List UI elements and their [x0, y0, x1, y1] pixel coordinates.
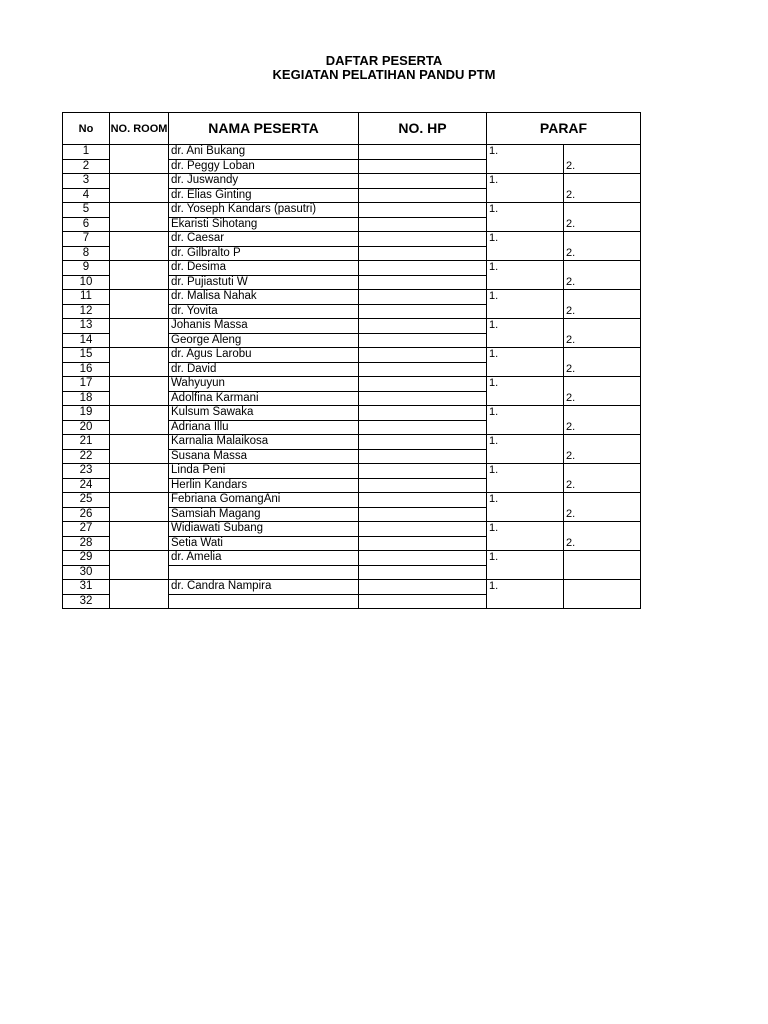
- row-number: 1: [63, 145, 110, 160]
- paraf-cell-2[interactable]: 2.: [564, 290, 641, 319]
- participant-name: Wahyuyun: [169, 377, 359, 392]
- row-number: 9: [63, 261, 110, 276]
- paraf-cell-1[interactable]: 1.: [487, 406, 564, 435]
- paraf-cell-2[interactable]: 2.: [564, 203, 641, 232]
- phone-cell[interactable]: [359, 391, 487, 406]
- row-number: 16: [63, 362, 110, 377]
- room-cell[interactable]: [110, 464, 169, 493]
- row-number: 24: [63, 478, 110, 493]
- paraf-cell-1[interactable]: 1.: [487, 203, 564, 232]
- paraf-cell-2[interactable]: 2.: [564, 522, 641, 551]
- phone-cell[interactable]: [359, 217, 487, 232]
- row-number: 12: [63, 304, 110, 319]
- row-number: 21: [63, 435, 110, 450]
- table-row: [63, 203, 641, 218]
- row-number: 22: [63, 449, 110, 464]
- table-row: [63, 406, 641, 421]
- participant-name: Johanis Massa: [169, 319, 359, 334]
- participant-name: dr. Gilbralto P: [169, 246, 359, 261]
- paraf-cell-2[interactable]: 2.: [564, 319, 641, 348]
- table-row: [63, 464, 641, 479]
- table-row: [63, 435, 641, 450]
- participant-name: Febriana GomangAni: [169, 493, 359, 508]
- table-header-row: [63, 113, 641, 145]
- room-cell[interactable]: [110, 377, 169, 406]
- row-number: 18: [63, 391, 110, 406]
- phone-cell[interactable]: [359, 507, 487, 522]
- participant-name: Kulsum Sawaka: [169, 406, 359, 421]
- participant-name: [169, 565, 359, 580]
- row-number: 31: [63, 580, 110, 595]
- phone-cell[interactable]: [359, 449, 487, 464]
- phone-cell[interactable]: [359, 420, 487, 435]
- paraf-cell-2[interactable]: 2.: [564, 145, 641, 174]
- row-number: 26: [63, 507, 110, 522]
- row-number: 15: [63, 348, 110, 363]
- row-number: 17: [63, 377, 110, 392]
- phone-cell[interactable]: [359, 159, 487, 174]
- table-row: [63, 319, 641, 334]
- paraf-cell-1[interactable]: 1.: [487, 522, 564, 551]
- phone-cell[interactable]: [359, 290, 487, 305]
- participant-name: Setia Wati: [169, 536, 359, 551]
- phone-cell[interactable]: [359, 174, 487, 189]
- phone-cell[interactable]: [359, 304, 487, 319]
- row-number: 25: [63, 493, 110, 508]
- room-cell[interactable]: [110, 319, 169, 348]
- participant-name: dr. Malisa Nahak: [169, 290, 359, 305]
- paraf-cell-2[interactable]: 2.: [564, 377, 641, 406]
- participant-name: Karnalia Malaikosa: [169, 435, 359, 450]
- row-number: 23: [63, 464, 110, 479]
- participant-name: dr. Ani Bukang: [169, 145, 359, 160]
- paraf-cell-1[interactable]: 1.: [487, 348, 564, 377]
- table-row: [63, 551, 641, 566]
- room-cell[interactable]: [110, 145, 169, 174]
- paraf-cell-1[interactable]: 1.: [487, 580, 564, 609]
- room-cell[interactable]: [110, 232, 169, 261]
- phone-cell[interactable]: [359, 565, 487, 580]
- paraf-cell-2[interactable]: 2.: [564, 464, 641, 493]
- row-number: 5: [63, 203, 110, 218]
- table-row: [63, 290, 641, 305]
- phone-cell[interactable]: [359, 203, 487, 218]
- table-row: [63, 145, 641, 160]
- room-cell[interactable]: [110, 435, 169, 464]
- paraf-cell-2[interactable]: 2.: [564, 348, 641, 377]
- table-row: [63, 493, 641, 508]
- paraf-cell-1[interactable]: 1.: [487, 493, 564, 522]
- phone-cell[interactable]: [359, 522, 487, 537]
- phone-cell[interactable]: [359, 348, 487, 363]
- phone-cell[interactable]: [359, 435, 487, 450]
- row-number: 4: [63, 188, 110, 203]
- row-number: 14: [63, 333, 110, 348]
- paraf-cell-1[interactable]: 1.: [487, 319, 564, 348]
- table-row: [63, 232, 641, 247]
- row-number: 2: [63, 159, 110, 174]
- phone-cell[interactable]: [359, 536, 487, 551]
- paraf-cell-1[interactable]: 1.: [487, 551, 564, 580]
- room-cell[interactable]: [110, 406, 169, 435]
- row-number: 28: [63, 536, 110, 551]
- table-row: [63, 522, 641, 537]
- paraf-cell-2[interactable]: 2.: [564, 232, 641, 261]
- document-title: DAFTAR PESERTA: [325, 53, 443, 68]
- phone-cell[interactable]: [359, 246, 487, 261]
- phone-cell[interactable]: [359, 275, 487, 290]
- participant-name: dr. Desima: [169, 261, 359, 276]
- participant-name: dr. Candra Nampira: [169, 580, 359, 595]
- phone-cell[interactable]: [359, 261, 487, 276]
- paraf-cell-1[interactable]: 1.: [487, 435, 564, 464]
- row-number: 27: [63, 522, 110, 537]
- participant-name: Susana Massa: [169, 449, 359, 464]
- participant-name: dr. Yoseph Kandars (pasutri): [169, 203, 359, 218]
- paraf-cell-1[interactable]: 1.: [487, 464, 564, 493]
- participant-name: dr. Amelia: [169, 551, 359, 566]
- table-row: [63, 348, 641, 363]
- phone-cell[interactable]: [359, 580, 487, 595]
- participant-table: [62, 112, 641, 609]
- header-no: No: [63, 113, 110, 145]
- phone-cell[interactable]: [359, 377, 487, 392]
- row-number: 13: [63, 319, 110, 334]
- phone-cell[interactable]: [359, 188, 487, 203]
- paraf-cell-1[interactable]: 1.: [487, 261, 564, 290]
- row-number: 29: [63, 551, 110, 566]
- participant-name: Adriana Illu: [169, 420, 359, 435]
- row-number: 20: [63, 420, 110, 435]
- table-row: [63, 580, 641, 595]
- room-cell[interactable]: [110, 203, 169, 232]
- room-cell[interactable]: [110, 348, 169, 377]
- paraf-cell-2[interactable]: 2.: [564, 261, 641, 290]
- row-number: 6: [63, 217, 110, 232]
- participant-name: dr. Peggy Loban: [169, 159, 359, 174]
- paraf-cell-1[interactable]: 1.: [487, 377, 564, 406]
- paraf-cell-2[interactable]: 2.: [564, 493, 641, 522]
- header-paraf: PARAF: [487, 113, 641, 145]
- phone-cell[interactable]: [359, 232, 487, 247]
- room-cell[interactable]: [110, 261, 169, 290]
- header-hp: NO. HP: [359, 113, 487, 145]
- row-number: 11: [63, 290, 110, 305]
- phone-cell[interactable]: [359, 406, 487, 421]
- document-subtitle: KEGIATAN PELATIHAN PANDU PTM: [272, 67, 496, 82]
- participant-name: Adolfina Karmani: [169, 391, 359, 406]
- participant-name: dr. Elias Ginting: [169, 188, 359, 203]
- participant-name: Linda Peni: [169, 464, 359, 479]
- paraf-cell-2[interactable]: 2.: [564, 435, 641, 464]
- participant-name: Ekaristi Sihotang: [169, 217, 359, 232]
- header-room: NO. ROOM: [110, 113, 169, 145]
- phone-cell[interactable]: [359, 478, 487, 493]
- room-cell[interactable]: [110, 493, 169, 522]
- table-row: [63, 261, 641, 276]
- row-number: 10: [63, 275, 110, 290]
- participant-name: George Aleng: [169, 333, 359, 348]
- table-row: [63, 377, 641, 392]
- participant-name: [169, 594, 359, 609]
- table-row: [63, 174, 641, 189]
- participant-name: dr. Yovita: [169, 304, 359, 319]
- row-number: 19: [63, 406, 110, 421]
- phone-cell[interactable]: [359, 145, 487, 160]
- paraf-cell-2[interactable]: [564, 580, 641, 609]
- room-cell[interactable]: [110, 174, 169, 203]
- phone-cell[interactable]: [359, 551, 487, 566]
- participant-name: dr. Agus Larobu: [169, 348, 359, 363]
- paraf-cell-2[interactable]: 2.: [564, 406, 641, 435]
- room-cell[interactable]: [110, 580, 169, 609]
- phone-cell[interactable]: [359, 493, 487, 508]
- participant-name: Samsiah Magang: [169, 507, 359, 522]
- paraf-cell-1[interactable]: 1.: [487, 290, 564, 319]
- row-number: 3: [63, 174, 110, 189]
- room-cell[interactable]: [110, 522, 169, 551]
- phone-cell[interactable]: [359, 319, 487, 334]
- participant-name: dr. Caesar: [169, 232, 359, 247]
- room-cell[interactable]: [110, 290, 169, 319]
- phone-cell[interactable]: [359, 464, 487, 479]
- participant-name: dr. David: [169, 362, 359, 377]
- paraf-cell-1[interactable]: 1.: [487, 174, 564, 203]
- phone-cell[interactable]: [359, 594, 487, 609]
- paraf-cell-1[interactable]: 1.: [487, 145, 564, 174]
- room-cell[interactable]: [110, 551, 169, 580]
- phone-cell[interactable]: [359, 333, 487, 348]
- participant-name: Widiawati Subang: [169, 522, 359, 537]
- row-number: 8: [63, 246, 110, 261]
- participant-name: dr. Pujiastuti W: [169, 275, 359, 290]
- row-number: 7: [63, 232, 110, 247]
- paraf-cell-2[interactable]: [564, 551, 641, 580]
- participant-name: dr. Juswandy: [169, 174, 359, 189]
- phone-cell[interactable]: [359, 362, 487, 377]
- paraf-cell-1[interactable]: 1.: [487, 232, 564, 261]
- row-number: 32: [63, 594, 110, 609]
- row-number: 30: [63, 565, 110, 580]
- participant-name: Herlin Kandars: [169, 478, 359, 493]
- header-name: NAMA PESERTA: [169, 113, 359, 145]
- paraf-cell-2[interactable]: 2.: [564, 174, 641, 203]
